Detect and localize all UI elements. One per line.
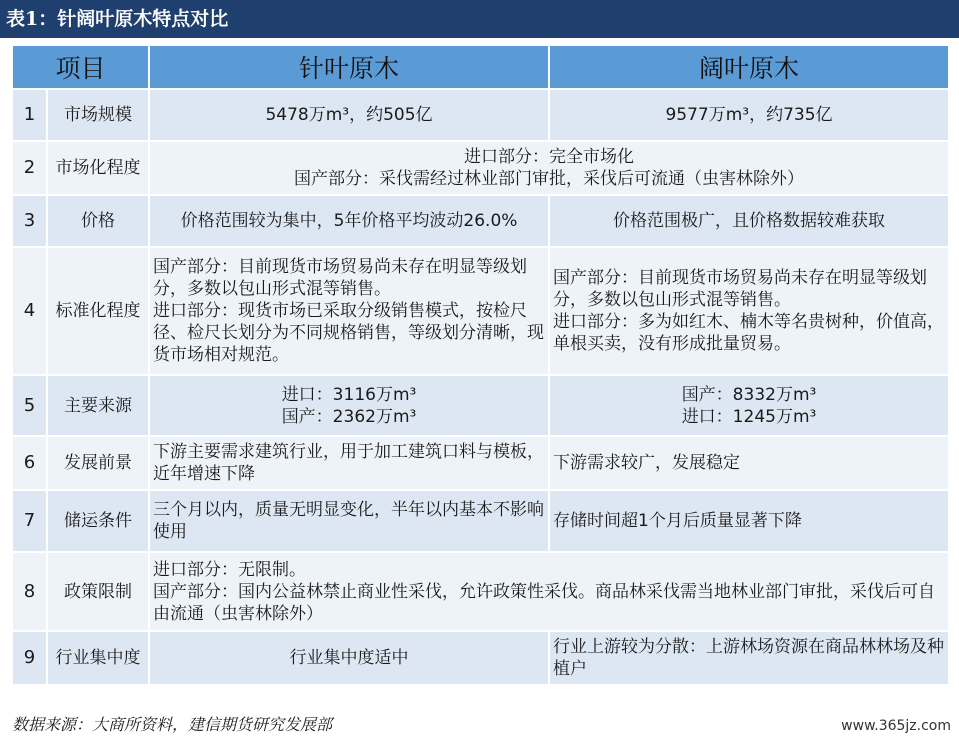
row-item: 市场化程度: [48, 142, 148, 194]
row-item: 行业集中度: [48, 632, 148, 684]
row-item: 发展前景: [48, 437, 148, 489]
cell-line: 价格范围极广，且价格数据较难获取: [613, 211, 886, 231]
cell-line: 三个月以内，质量无明显变化，半年以内基本不影响使用: [153, 500, 545, 542]
hardwood-cell: [550, 248, 948, 374]
row-item: 市场规模: [48, 90, 148, 140]
cell-line: 价格范围较为集中，5年价格平均波动26.0%: [180, 211, 518, 231]
cell-line: 5478万m³，约505亿: [265, 105, 433, 125]
table-row: [13, 196, 948, 246]
softwood-cell: [150, 632, 548, 684]
cell-line: 进口部分：完全市场化: [464, 147, 635, 167]
cell-line: 行业上游较为分散：上游林场资源在商品林林场及种植户: [553, 637, 945, 679]
cell-line: 9577万m³，约735亿: [665, 105, 833, 125]
table-row: [13, 437, 948, 489]
hardwood-cell: [550, 376, 948, 435]
softwood-cell: [150, 491, 548, 551]
row-number: 6: [13, 437, 46, 489]
header-row: [13, 46, 948, 88]
comparison-table: [11, 44, 950, 686]
softwood-cell: [150, 437, 548, 489]
header-softwood: 针叶原木: [150, 46, 548, 88]
softwood-cell: [150, 196, 548, 246]
row-number: 8: [13, 553, 46, 630]
cell-line: 国产部分：目前现货市场贸易尚未存在明显等级划分，多数以包山形式混等销售。: [553, 268, 928, 310]
header-hardwood: 阔叶原木: [550, 46, 948, 88]
row-number: 1: [13, 90, 46, 140]
table-row: [13, 142, 948, 194]
header-item: 项目: [13, 46, 148, 88]
row-item: 价格: [48, 196, 148, 246]
row-number: 9: [13, 632, 46, 684]
cell-line: 进口：3116万m³: [281, 384, 417, 405]
cell-line: 国产部分：采伐需经过林业部门审批，采伐后可流通（虫害林除外）: [294, 169, 805, 189]
softwood-cell: [150, 90, 548, 140]
hardwood-cell: [550, 196, 948, 246]
cell-line: 下游需求较广，发展稳定: [553, 453, 741, 473]
merged-cell: [150, 553, 948, 630]
row-item: 主要来源: [48, 376, 148, 435]
cell-line: 进口：1245万m³: [681, 406, 817, 427]
cell-line: 进口部分：现货市场已采取分级销售模式，按检尺径、检尺长划分为不同规格销售，等级划分清晰，现货市场相对规范。: [153, 301, 545, 365]
hardwood-cell: [550, 437, 948, 489]
source-note: 数据来源：大商所资料，建信期货研究发展部: [12, 715, 333, 734]
merged-cell: [150, 142, 948, 194]
row-item: 政策限制: [48, 553, 148, 630]
cell-line: 国产部分：目前现货市场贸易尚未存在明显等级划分，多数以包山形式混等销售。: [153, 257, 528, 299]
table-row: [13, 376, 948, 435]
softwood-cell: [150, 376, 548, 435]
cell-line: 国产部分：国内公益林禁止商业性采伐，允许政策性采伐。商品林采伐需当地林业部门审批，采伐后可自由流通（虫害林除外）: [153, 581, 936, 624]
cell-line: 进口部分：多为如红木、楠木等名贵树种，价值高，单根买卖，没有形成批量贸易。: [553, 312, 945, 354]
softwood-cell: [150, 248, 548, 374]
table-row: [13, 248, 948, 374]
hardwood-cell: [550, 90, 948, 140]
row-number: 3: [13, 196, 46, 246]
table-row: [13, 632, 948, 684]
cell-line: 下游主要需求建筑行业，用于加工建筑口料与模板，近年增速下降: [153, 442, 545, 484]
table-row: [13, 491, 948, 551]
cell-line: 进口部分：无限制。: [153, 559, 307, 580]
row-number: 5: [13, 376, 46, 435]
table-row: [13, 90, 948, 140]
row-item: 标准化程度: [48, 248, 148, 374]
row-number: 7: [13, 491, 46, 551]
table-title: 表1：针阔叶原木特点对比: [0, 0, 959, 38]
row-number: 2: [13, 142, 46, 194]
cell-line: 存储时间超1个月后质量显著下降: [553, 511, 802, 531]
table-row: [13, 553, 948, 630]
row-number: 4: [13, 248, 46, 374]
cell-line: 行业集中度适中: [289, 648, 409, 668]
hardwood-cell: [550, 491, 948, 551]
cell-line: 国产：2362万m³: [281, 406, 417, 427]
cell-line: 国产：8332万m³: [681, 384, 817, 405]
row-item: 储运条件: [48, 491, 148, 551]
watermark: www.365jz.com: [841, 718, 951, 734]
hardwood-cell: [550, 632, 948, 684]
